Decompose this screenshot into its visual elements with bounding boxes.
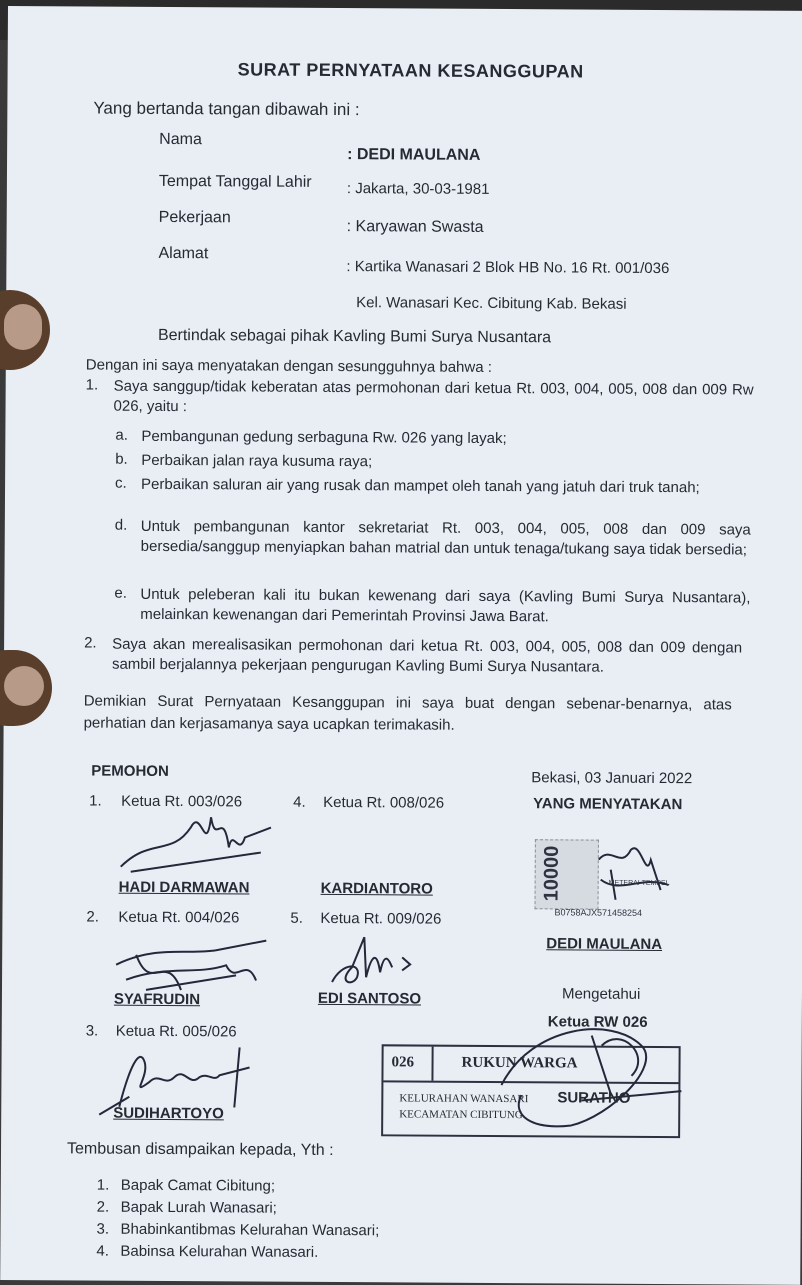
label-nama: Nama bbox=[159, 130, 202, 149]
stamp-line-2: KECAMATAN CIBITUNG bbox=[399, 1108, 523, 1122]
signer-3-role: Ketua Rt. 005/026 bbox=[115, 1022, 237, 1041]
document-date: Bekasi, 03 Januari 2022 bbox=[531, 769, 693, 788]
point-2-number: 2. bbox=[84, 634, 97, 652]
signer-2-number: 2. bbox=[86, 908, 100, 926]
cc-3-text: Bhabinkantibmas Kelurahan Wanasari; bbox=[120, 1220, 380, 1240]
label-ttl: Tempat Tanggal Lahir bbox=[158, 172, 312, 191]
sub-a-letter: a. bbox=[115, 426, 128, 444]
signer-1-role: Ketua Rt. 003/026 bbox=[121, 792, 243, 811]
intro-text: Yang bertanda tangan dibawah ini : bbox=[93, 98, 360, 120]
yang-menyatakan: YANG MENYATAKAN bbox=[533, 795, 683, 814]
value-alamat: : Kartika Wanasari 2 Blok HB No. 16 Rt. 001/036 bbox=[346, 258, 670, 278]
signer-1-signature bbox=[111, 797, 282, 888]
cc-2-text: Bapak Lurah Wanasari; bbox=[120, 1198, 277, 1217]
signer-5-name: EDI SANTOSO bbox=[317, 989, 422, 1008]
rw-name: SURATNO bbox=[557, 1089, 631, 1107]
cc-1-text: Bapak Camat Cibitung; bbox=[120, 1176, 276, 1195]
pemohon-heading: PEMOHON bbox=[91, 762, 169, 780]
cc-intro: Tembusan disampaikan kepada, Yth : bbox=[66, 1140, 334, 1160]
materai-value: 10000 bbox=[540, 845, 563, 902]
value-ttl: : Jakarta, 30-03-1981 bbox=[346, 180, 490, 198]
signer-3-number: 3. bbox=[85, 1022, 99, 1040]
label-pekerjaan: Pekerjaan bbox=[158, 208, 231, 227]
sub-b-letter: b. bbox=[115, 450, 128, 468]
stamp-line-1: KELURAHAN WANASARI bbox=[399, 1092, 529, 1106]
cc-4-text: Babinsa Kelurahan Wanasari. bbox=[120, 1242, 319, 1261]
materai-stamp bbox=[534, 839, 674, 922]
stamp-number: 026 bbox=[391, 1054, 415, 1071]
declaration: Dengan ini saya menyatakan dengan sesungguhnya bahwa : bbox=[85, 356, 492, 376]
sub-e-text: Untuk peleberan kali itu bukan kewenang dari saya (Kavling Bumi Surya Nusantara), melainkan kewenangan dari Pemerintah Provinsi Jawa Barat. bbox=[140, 585, 751, 626]
acting-as: Bertindak sebagai pihak Kavling Bumi Surya Nusantara bbox=[157, 326, 552, 347]
rw-signature bbox=[491, 1015, 692, 1136]
signer-5-role: Ketua Rt. 009/026 bbox=[320, 909, 442, 928]
signer-2-name: SYAFRUDIN bbox=[113, 990, 201, 1009]
point-1-text: Saya sanggup/tidak keberatan atas permohonan dari ketua Rt. 003, 004, 005, 008 dan 009 Rw 026, yaitu : bbox=[113, 377, 754, 416]
document-page bbox=[0, 6, 802, 1285]
cc-2-number: 2. bbox=[96, 1198, 110, 1216]
value-alamat-2: Kel. Wanasari Kec. Cibitung Kab. Bekasi bbox=[356, 294, 627, 313]
signer-2-role: Ketua Rt. 004/026 bbox=[118, 908, 240, 927]
mengetahui: Mengetahui bbox=[561, 985, 641, 1003]
signer-3-name: SUDIHARTOYO bbox=[113, 1104, 224, 1123]
document-title: SURAT PERNYATAAN KESANGGUPAN bbox=[237, 59, 584, 82]
signer-1-number: 1. bbox=[89, 792, 102, 810]
sub-a-text: Pembangunan gedung serbaguna Rw. 026 yang layak; bbox=[141, 427, 507, 448]
cc-1-number: 1. bbox=[96, 1176, 110, 1194]
sub-d-letter: d. bbox=[114, 516, 128, 534]
label-alamat: Alamat bbox=[158, 244, 209, 263]
cc-3-number: 3. bbox=[96, 1220, 110, 1238]
sub-c-letter: c. bbox=[115, 474, 127, 492]
cc-4-number: 4. bbox=[96, 1242, 109, 1260]
signer-5-number: 5. bbox=[290, 909, 304, 927]
value-nama: : DEDI MAULANA bbox=[347, 146, 481, 164]
materai-text: METERAI TEMPEL bbox=[608, 879, 670, 888]
signer-4-number: 4. bbox=[293, 793, 306, 811]
rw-role: Ketua RW 026 bbox=[547, 1013, 648, 1031]
materai-signature-overlay bbox=[591, 840, 675, 909]
signer-5-signature bbox=[322, 932, 422, 993]
declarant-name: DEDI MAULANA bbox=[546, 935, 663, 954]
closing-text: Demikian Surat Pernyataan Kesanggupan ini saya buat dengan sebenar-benarnya, atas perhatian dan kerjasamanya saya ucapkan terimakasih. bbox=[83, 692, 732, 734]
materai-serial: B0758AJX571458254 bbox=[554, 907, 643, 918]
signer-4-name: KARDIANTORO bbox=[320, 879, 433, 898]
point-1-number: 1. bbox=[85, 376, 99, 394]
sub-c-text: Perbaikan saluran air yang rusak dan mampet oleh tanah yang jatuh dari truk tanah; bbox=[141, 475, 700, 497]
signer-1-name: HADI DARMAWAN bbox=[118, 878, 250, 897]
stamp-title: RUKUN WARGA bbox=[461, 1054, 578, 1072]
value-pekerjaan: : Karyawan Swasta bbox=[346, 218, 484, 236]
sub-e-letter: e. bbox=[114, 584, 127, 602]
sub-b-text: Perbaikan jalan raya kusuma raya; bbox=[141, 451, 373, 471]
signer-4-role: Ketua Rt. 008/026 bbox=[323, 793, 445, 812]
point-2-text: Saya akan merealisasikan permohonan dari ketua Rt. 003, 004, 005, 008 dan 009 dengan sambil berjalannya pekerjaan pengurugan Kavling Bumi Surya Nusantara. bbox=[111, 635, 743, 676]
sub-d-text: Untuk pembangunan kantor sekretariat Rt. 003, 004, 005, 008 dan 009 saya bersedia/sanggup menyiapkan bahan matrial dan untuk tenaga/tukang saya tidak bersedia; bbox=[140, 517, 751, 559]
